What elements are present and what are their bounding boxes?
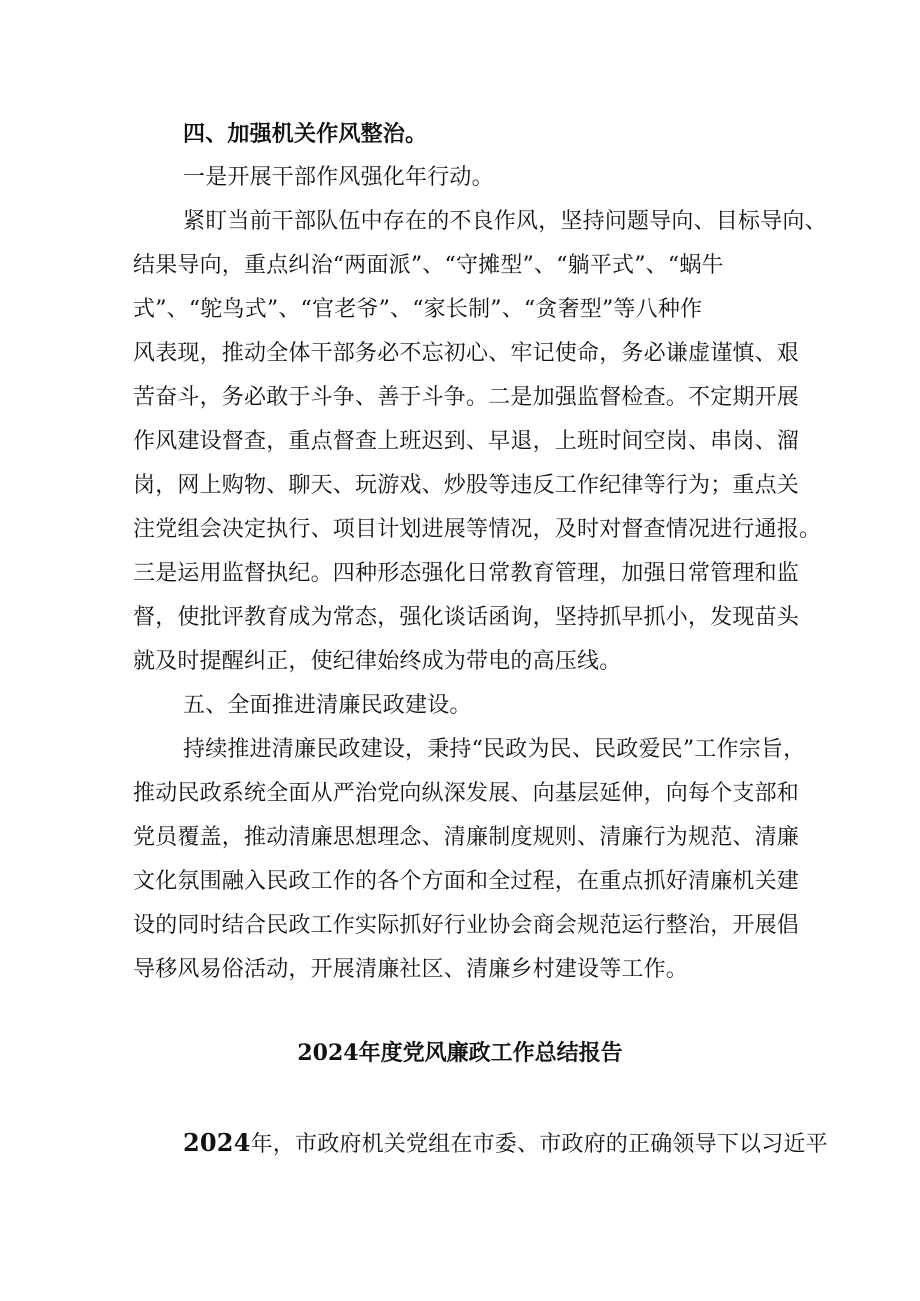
paragraph-line: 紧盯当前干部队伍中存在的不良作风，坚持问题导向、目标导向、 [183,209,827,234]
paragraph-line: 党员覆盖，推动清廉思想理念、清廉制度规则、清廉行为规范、清廉 [133,825,800,850]
paragraph-line: 导移风易俗活动，开展清廉社区、清廉乡村建设等工作。 [133,957,689,982]
paragraph-line: 结果导向，重点纠治“两面派”、“守摊型”、“躺平式”、“蜗牛 [133,253,724,278]
paragraph-line: 注党组会决定执行、项目计划进展等情况，及时对督查情况进行通报。 [133,517,822,542]
paragraph-line: 式”、“鸵鸟式”、“官老爷”、“家长制”、“贪奢型”等八种作 [133,297,703,322]
paragraph-line: 苦奋斗，务必敢于斗争、善于斗争。二是加强监督检查。不定期开展 [133,385,800,410]
paragraph-line: 三是运用监督执纪。四种形态强化日常教育管理，加强日常管理和监 [133,561,800,586]
paragraph-line: 就及时提醒纠正，使纪律始终成为带电的高压线。 [133,649,622,674]
section-five-heading: 五、全面推进清廉民政建设。 [183,693,472,718]
report-title: 2024年度党风廉政工作总结报告 [297,1040,623,1066]
paragraph-line: 风表现，推动全体干部务必不忘初心、牢记使命，务必谦虚谨慎、艰 [133,341,800,366]
paragraph-line: 文化氛围融入民政工作的各个方面和全过程，在重点抓好清廉机关建 [133,869,800,894]
paragraph-line: 作风建设督查，重点督查上班迟到、早退，上班时间空岗、串岗、溜 [133,429,800,454]
paragraph-line: 设的同时结合民政工作实际抓好行业协会商会规范运行整治，开展倡 [133,913,800,938]
paragraph-line: 岗，网上购物、聊天、玩游戏、炒股等违反工作纪律等行为；重点关 [133,473,800,498]
paragraph-line: 持续推进清廉民政建设，秉持“民政为民、民政爱民”工作宗旨， [183,737,806,762]
paragraph-line: 督，使批评教育成为常态，强化谈话函询，坚持抓早抓小，发现苗头 [133,605,800,630]
paragraph-line: 推动民政系统全面从严治党向纵深发展、向基层延伸，向每个支部和 [133,781,800,806]
section-four-item-one: 一是开展干部作风强化年行动。 [183,165,494,190]
report-first-line-text: 年，市政府机关党组在市委、市政府的正确领导下以习近平 [250,1132,828,1157]
section-four-heading: 四、加强机关作风整治。 [183,121,428,147]
report-first-line [183,1128,828,1160]
report-year: 2024 [183,1128,251,1157]
